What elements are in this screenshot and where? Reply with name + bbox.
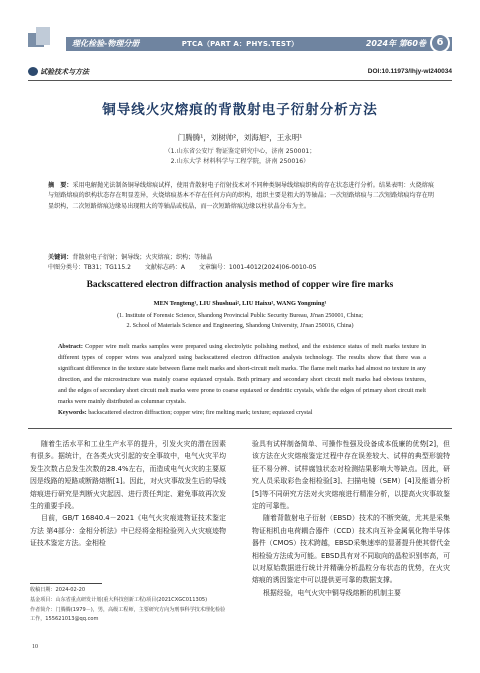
section-label: 试验技术与方法 — [40, 68, 89, 76]
body-paragraph: 随着背散射电子衍射（EBSD）技术的不断突破，尤其是采集物证相机由电荷耦合器件（CCD）技术向互补金属氧化物半导体器件（CMOS）技术跨越，EBSD采集速率的显著提升使其替代金相检验方法成为可能。EBSD具有对不同取向的晶粒识别率高，可以对原始数据进行统计并精确分析晶粒分布状态的优势，在火灾熔痕的诱因鉴定中可以提供更可靠的数据支撑。 — [252, 514, 450, 585]
header-journal-cn: 理化检验-物理分册 — [72, 39, 140, 48]
section-row — [28, 66, 452, 78]
body-column-right — [252, 438, 450, 599]
doi: DOI:10.11973/lhjy-wl240034 — [367, 68, 452, 75]
title-cn: 铜导线火灾熔痕的背散射电子衍射分析方法 — [102, 102, 378, 118]
page-number: 10 — [32, 644, 38, 650]
keywords-en-text: backscattered electron diffraction; copper wire; fire melting mark; texture; equiaxed crystal — [88, 410, 313, 416]
keywords-en-label: Keywords: — [58, 410, 87, 416]
section-divider — [28, 80, 452, 81]
body-column-left — [30, 438, 226, 550]
footnote — [30, 586, 226, 625]
abstract-cn — [48, 181, 434, 212]
abstract-en-label: Abstract: — [58, 344, 83, 350]
keywords-cn-label: 关键词： — [48, 254, 73, 261]
article-number: 文章编号：1001-4012(2024)06-0010-05 — [198, 264, 317, 271]
body-paragraph: 根据经验，电气火灾中铜导线熔断的机制主要 — [263, 588, 401, 597]
footnote-received: 收稿日期：2024-02-20 — [30, 587, 86, 593]
footnote-divider — [30, 583, 102, 584]
classification-row — [48, 263, 434, 273]
clc-number: 中图分类号：TB31；TG115.2 — [48, 264, 131, 271]
affiliation-en-1: (1. Institute of Forensic Science, Shandong Provincial Public Security Bureau, Ji'nan 250001, China; — [117, 313, 363, 319]
abstract-cn-text: 采用电解抛光法制备铜导线熔痕试样，使用背散射电子衍射技术对不同种类铜导线熔痕织构的存在状态进行分析。结果表明：火烧熔痕与短路熔痕的织构状态存在明显差异，火烧熔痕基本不存在任何方向的织构，组织主要是粗大的等轴晶；一次短路熔痕与二次短路熔痕均存在明显织构，二次短路熔痕边缘易出现粗大的等轴晶或枝晶，而一次短路熔痕边缘以柱状晶分布为主。 — [48, 182, 435, 210]
journal-header — [28, 27, 452, 53]
body-paragraph: 验具有试样制备简单、可操作性强及设备成本低廉的优势[2]，但该方法在火灾熔痕鉴定过程中存在误差较大、试样的典型形貌特征不易分辨、试样腐蚀状态对检测结果影响大等缺点。因此，研究人员采取彩色金相检验[3]、扫描电镜（SEM）[4]及能谱分析[5]等不同研究方法对火灾熔痕进行精准分析，以提高火灾事故鉴定的可靠性。 — [252, 440, 450, 511]
body-paragraph: 随着生活水平和工业生产水平的提升，引发火灾的潜在因素有很多。据统计，在各类火灾引起的安全事故中，电气火灾平均发生次数占总发生次数的28.4%左右，而造成电气火灾的主要原因是线路的短路或断路熔断[1]。因此，对火灾事故发生后的导线熔痕进行研究是判断火灾起因、进行责任判定、避免事故再次发生的重要手段。 — [30, 440, 226, 511]
affiliation-cn-1: （1.山东省公安厅 物证鉴定研究中心，济南 250001； — [164, 148, 316, 155]
header-journal-en: PTCA（PART A：PHYS.TEST） — [181, 40, 299, 48]
affiliation-cn-2: 2.山东大学 材料科学与工程学院，济南 250016） — [170, 158, 310, 165]
abstract-en-text: Copper wire melt marks samples were prepared using electrolytic polishing method, and the existence status of melt marks texture in different types of copper wires was analyzed using backscattered electron diffraction analysis technology. The results show that there was a significant difference in the texture state between flame melt marks and short-circuit melt marks. The flame melt marks had almost no texture in any direction, and the microstructure was mainly coarse equiaxed crystals. Both primary and secondary short circuit melt marks had obvious textures, and the edges of secondary short circuit melt marks were prone to coarse equiaxed or dendritic crystals, while the edges of primary short circuit melt marks were mainly distributed as columnar crystals. — [58, 344, 426, 405]
abstract-divider — [28, 428, 452, 429]
title-en: Backscattered electron diffraction analysis method of copper wire fire marks — [86, 280, 394, 290]
footnote-fund: 基金项目：山东省重点研发计划(重大科技创新工程)项目(2021CXGC011305) — [30, 596, 208, 603]
header-issue-number: 6 — [430, 33, 450, 53]
body-paragraph: 目前，GB/T 16840.4－2021《电气火灾痕迹物证技术鉴定方法 第4部分：金相分析法》中已经将金相检验列入火灾痕迹物证技术鉴定方法。金相检 — [30, 514, 226, 548]
abstract-cn-label: 摘 要： — [48, 182, 73, 189]
document-code: 文献标志码：A — [144, 264, 185, 271]
footnote-author: 作者简介：门腾腾(1979－)，男，高级工程师，主要研究方向为刑事科学技术理化检验工作，155621013@qq.com — [30, 606, 226, 623]
keywords-en — [58, 408, 426, 419]
affiliation-en-2: 2. School of Materials Science and Engineering, Shandong University, Ji'nan 250016, China) — [126, 323, 354, 329]
authors-cn: 门腾腾¹，刘树帅²，刘海旭²，王永明¹ — [177, 133, 303, 142]
keywords-cn — [48, 253, 434, 263]
abstract-en — [58, 342, 426, 408]
section-bullet-icon — [28, 67, 38, 76]
authors-en: MEN Tengteng¹, LIU Shushuai², LIU Haixu², WANG Yongming¹ — [153, 300, 327, 307]
header-issue: 2024年 第60卷 — [365, 39, 426, 48]
keywords-cn-text: 背散射电子衍射；铜导线；火灾熔痕；织构；等轴晶 — [72, 254, 213, 261]
